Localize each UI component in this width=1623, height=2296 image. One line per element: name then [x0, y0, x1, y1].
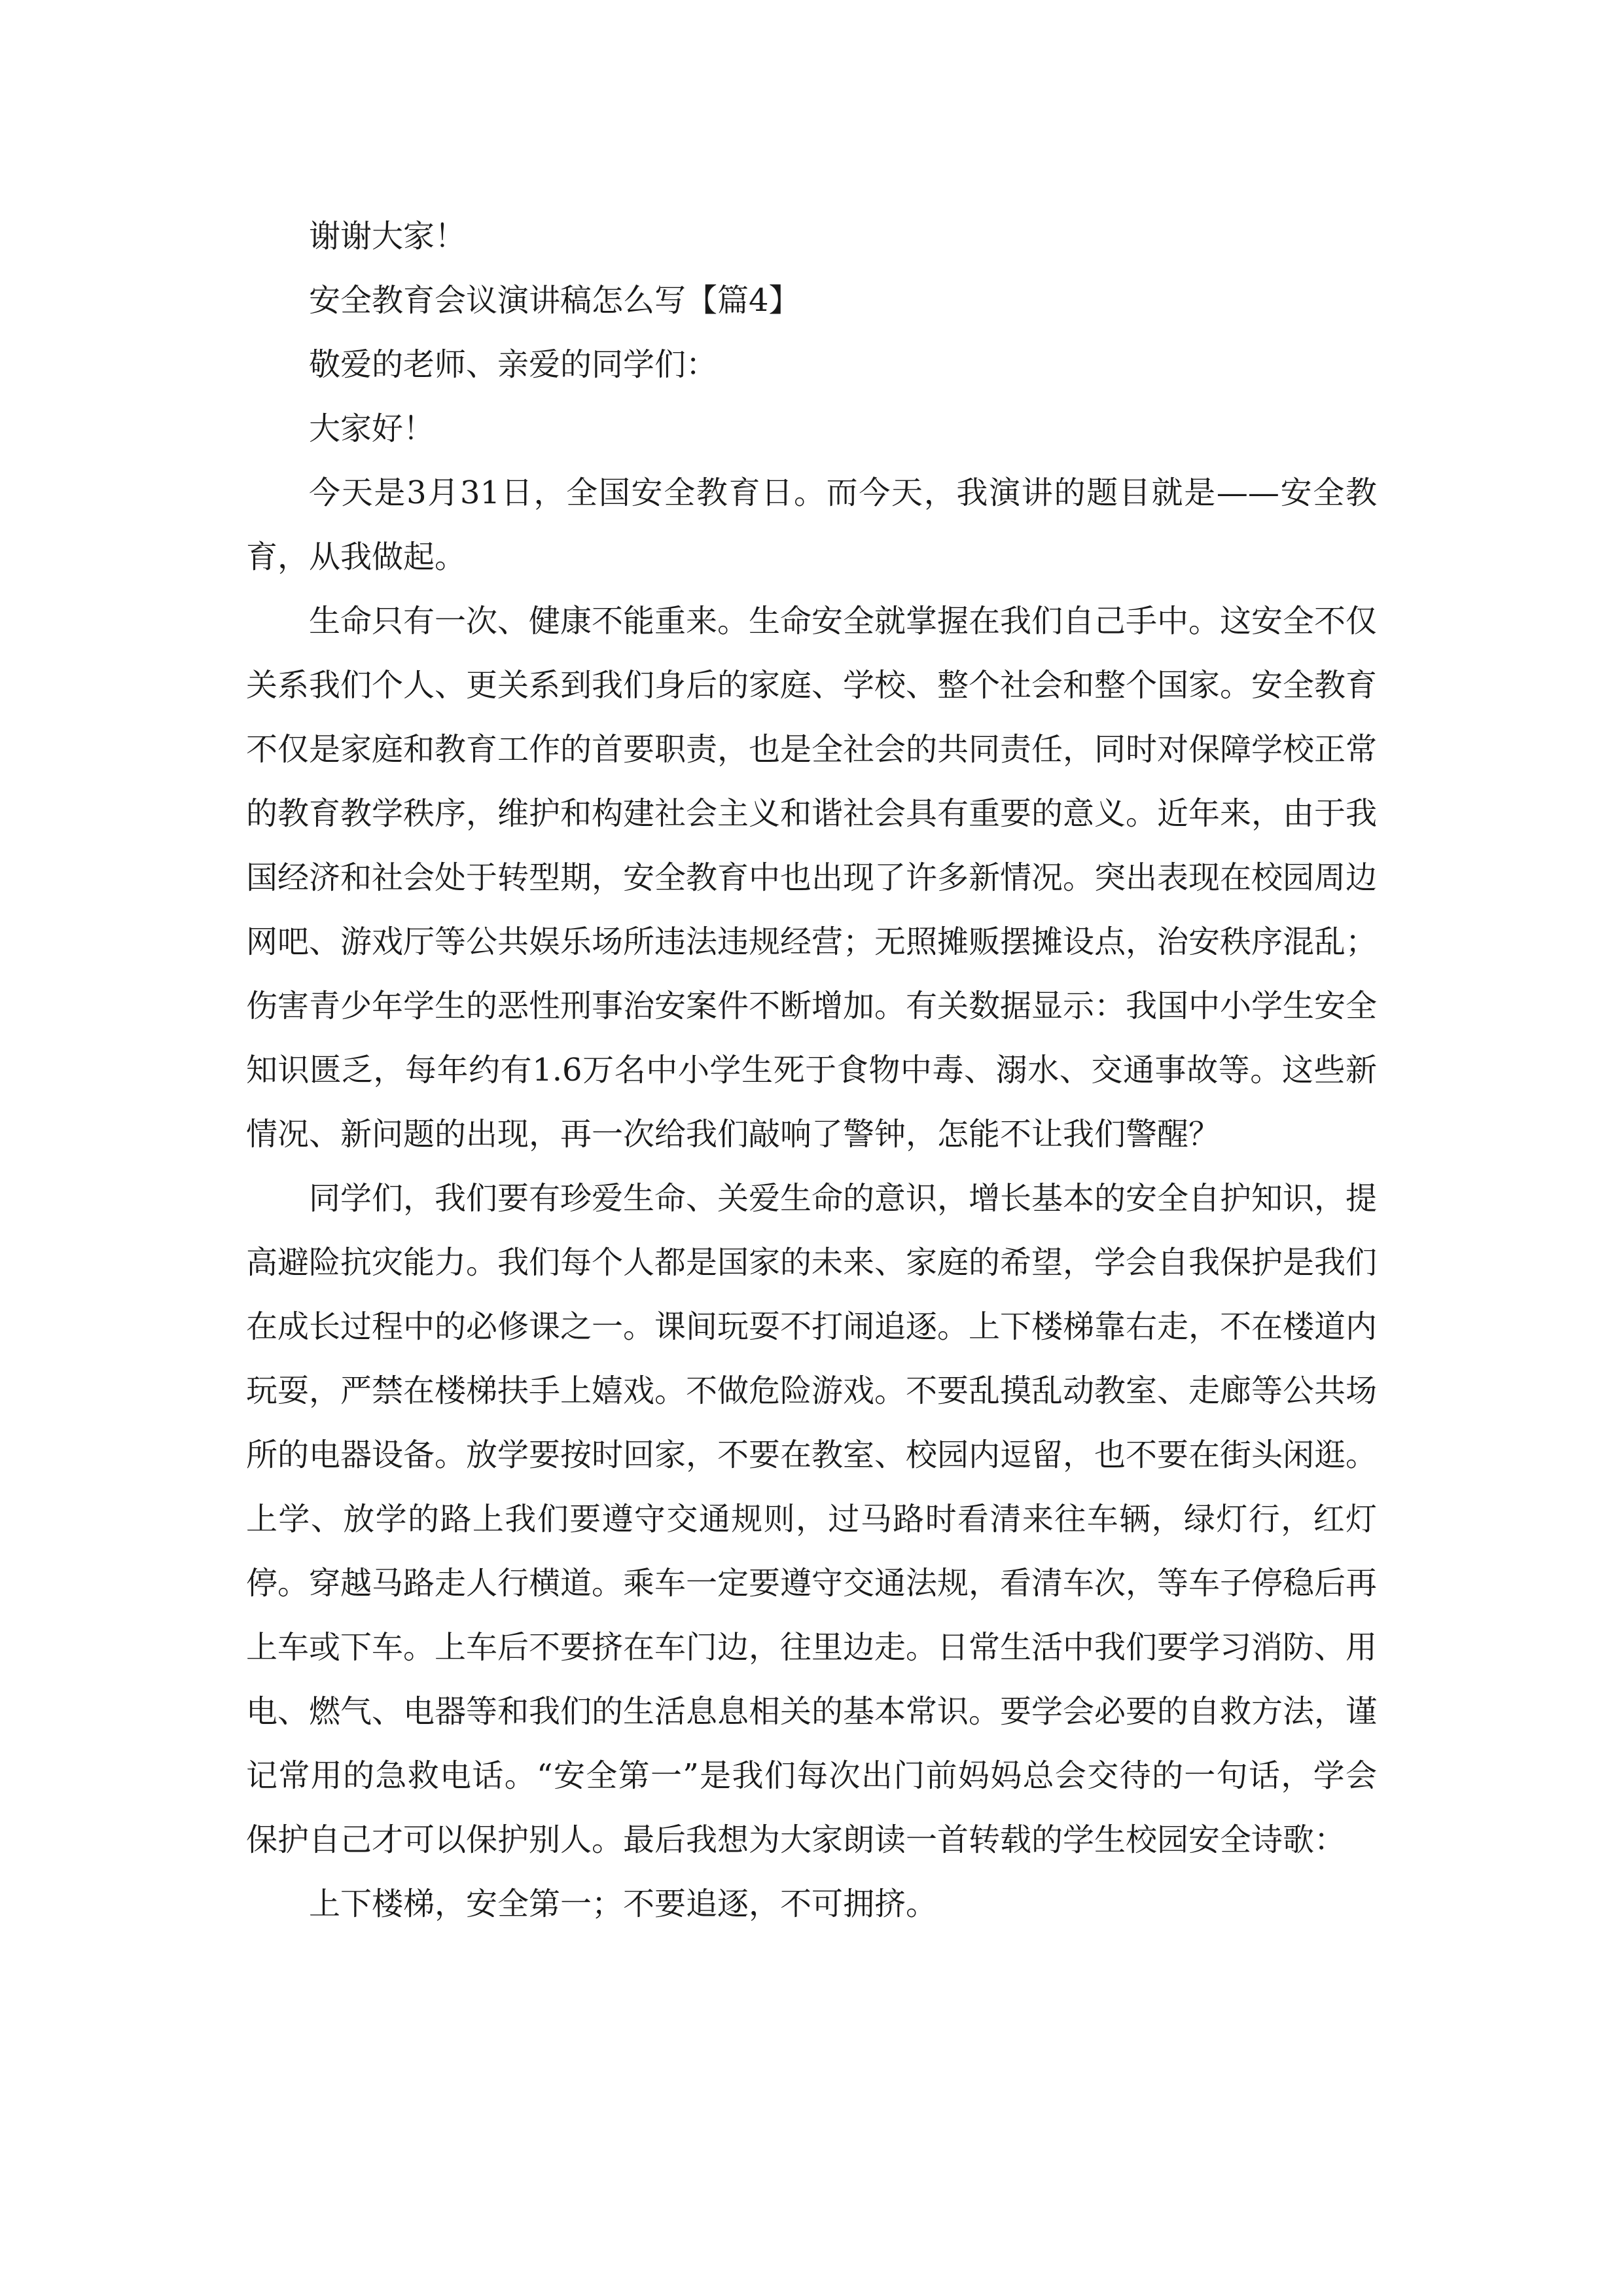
closing-thanks: 谢谢大家！: [309, 218, 467, 255]
body-paragraph-safety-importance: 生命只有一次、健康不能重来。生命安全就掌握在我们自己手中。这安全不仅关系我们个人、更关系到我们身后的家庭、学校、整个社会和整个国家。安全教育不仅是家庭和教育工作的首要职责，也是全社会的共同责任，同时对保障学校正常的教育教学秩序，维护和构建社会主义和谐社会具有重要的意义。近年来，由于我国经济和社会处于转型期，安全教育中也出现了许多新情况。突出表现在校园周边网吧、游戏厅等公共娱乐场所违法违规经营；无照摊贩摆摊设点，治安秩序混乱；伤害青少年学生的恶性刑事治安案件不断增加。有关数据显示：我国中小学生安全知识匮乏，每年约有1.6万名中小学生死于食物中毒、溺水、交通事故等。这些新情况、新问题的出现，再一次给我们敲响了警钟，怎能不让我们警醒？: [246, 603, 1378, 1153]
body-paragraph-safety-advice: 同学们，我们要有珍爱生命、关爱生命的意识，增长基本的安全自护知识，提高避险抗灾能力。我们每个人都是国家的未来、家庭的希望，学会自我保护是我们在成长过程中的必修课之一。课间玩耍不打闹追逐。上下楼梯靠右走，不在楼道内玩耍，严禁在楼梯扶手上嬉戏。不做危险游戏。不要乱摸乱动教室、走廊等公共场所的电器设备。放学要按时回家，不要在教室、校园内逗留，也不要在街头闲逛。上学、放学的路上我们要遵守交通规则，过马路时看清来往车辆，绿灯行，红灯停。穿越马路走人行横道。乘车一定要遵守交通法规，看清车次，等车子停稳后再上车或下车。上车后不要挤在车门边，往里边走。日常生活中我们要学习消防、用电、燃气、电器等和我们的生活息息相关的基本常识。要学会必要的自救方法，谨记常用的急救电话。“安全第一”是我们每次出门前妈妈总会交待的一句话，学会保护自己才可以保护别人。最后我想为大家朗读一首转载的学生校园安全诗歌：: [246, 1180, 1378, 1858]
document-body: [246, 204, 1377, 1936]
greeting: 大家好！: [309, 410, 435, 447]
salutation: 敬爱的老师、亲爱的同学们：: [309, 346, 718, 383]
intro-paragraph: 今天是3月31日，全国安全教育日。而今天，我演讲的题目就是——安全教育，从我做起。: [246, 475, 1377, 575]
poem-line: 上下楼梯，安全第一；不要追逐，不可拥挤。: [309, 1886, 938, 1922]
section-heading: 安全教育会议演讲稿怎么写【篇4】: [309, 282, 800, 319]
